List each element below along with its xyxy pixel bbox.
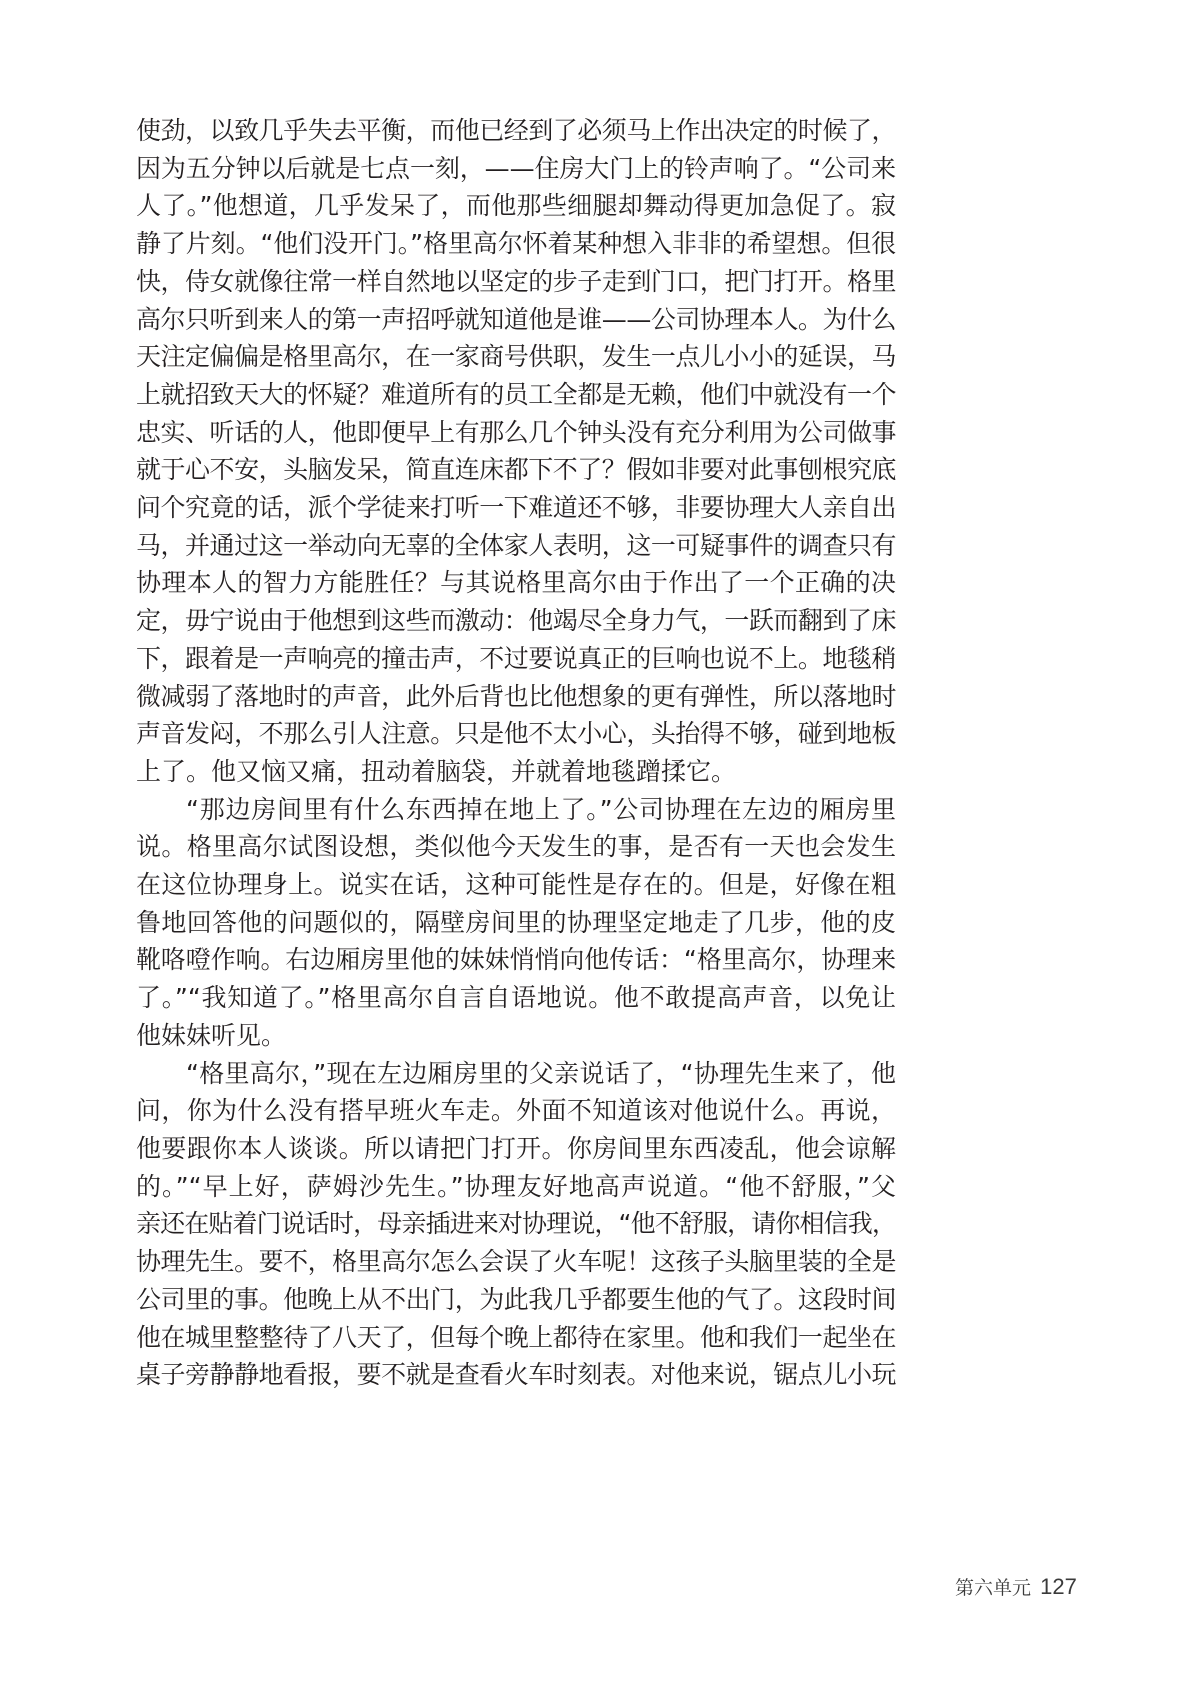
text-line: “那边房间里有什么东西掉在地上了。”公司协理在左边的厢房里 bbox=[186, 794, 896, 824]
text-line: 声音发闷，不那么引人注意。只是他不太小心，头抬得不够，碰到地板 bbox=[136, 719, 896, 749]
text-line: 天注定偏偏是格里高尔，在一家商号供职，发生一点儿小小的延误，马 bbox=[136, 342, 896, 372]
text-line: 马，并通过这一举动向无辜的全体家人表明，这一可疑事件的调查只有 bbox=[136, 530, 896, 560]
page-number: 127 bbox=[1040, 1573, 1077, 1599]
text-line: 微减弱了落地时的声音，此外后背也比他想象的更有弹性，所以落地时 bbox=[136, 681, 896, 711]
text-line: 上就招致天大的怀疑？难道所有的员工全都是无赖，他们中就没有一个 bbox=[136, 379, 896, 409]
page-body bbox=[136, 112, 896, 1394]
text-line: 在这位协理身上。说实在话，这种可能性是存在的。但是，好像在粗 bbox=[136, 870, 896, 900]
text-line: 下，跟着是一声响亮的撞击声，不过要说真正的巨响也说不上。地毯稍 bbox=[136, 643, 896, 673]
text-line: 高尔只听到来人的第一声招呼就知道他是谁——公司协理本人。为什么 bbox=[136, 304, 896, 334]
text-line: 忠实、听话的人，他即便早上有那么几个钟头没有充分利用为公司做事 bbox=[136, 417, 896, 447]
text-line: 了。”“我知道了。”格里高尔自言自语地说。他不敢提高声音，以免让 bbox=[136, 983, 896, 1013]
paragraph bbox=[136, 791, 896, 1055]
text-line: 公司里的事。他晚上从不出门，为此我几乎都要生他的气了。这段时间 bbox=[136, 1284, 896, 1314]
text-line: 他在城里整整待了八天了，但每个晚上都待在家里。他和我们一起坐在 bbox=[136, 1322, 896, 1352]
text-line: 就于心不安，头脑发呆，简直连床都下不了？假如非要对此事刨根究底 bbox=[136, 455, 896, 485]
text-line: 的。”“早上好，萨姆沙先生。”协理友好地高声说道。“他不舒服，”父 bbox=[136, 1171, 896, 1201]
paragraph bbox=[136, 1055, 896, 1394]
paragraph bbox=[136, 112, 896, 791]
text-line: 问，你为什么没有搭早班火车走。外面不知道该对他说什么。再说， bbox=[136, 1096, 896, 1126]
text-line: 靴咯噔作响。右边厢房里他的妹妹悄悄向他传话：“格里高尔，协理来 bbox=[136, 945, 896, 975]
text-line: 他要跟你本人谈谈。所以请把门打开。你房间里东西凌乱，他会谅解 bbox=[136, 1133, 896, 1163]
unit-label: 第六单元 bbox=[955, 1577, 1032, 1599]
page-footer bbox=[955, 1573, 1077, 1600]
text-line: 说。格里高尔试图设想，类似他今天发生的事，是否有一天也会发生 bbox=[136, 832, 896, 862]
text-line: 亲还在贴着门说话时，母亲插进来对协理说，“他不舒服，请你相信我， bbox=[136, 1209, 896, 1239]
text-line: 因为五分钟以后就是七点一刻，——住房大门上的铃声响了。“公司来 bbox=[136, 153, 896, 183]
text-line: 快，侍女就像往常一样自然地以坚定的步子走到门口，把门打开。格里 bbox=[136, 266, 896, 296]
text-line: 桌子旁静静地看报，要不就是查看火车时刻表。对他来说，锯点儿小玩 bbox=[136, 1360, 896, 1390]
text-line: 人了。”他想道，几乎发呆了，而他那些细腿却舞动得更加急促了。寂 bbox=[136, 191, 896, 221]
text-line: 问个究竟的话，派个学徒来打听一下难道还不够，非要协理大人亲自出 bbox=[136, 493, 896, 523]
text-line: 鲁地回答他的问题似的，隔壁房间里的协理坚定地走了几步，他的皮 bbox=[136, 907, 896, 937]
text-line: 协理本人的智力方能胜任？与其说格里高尔由于作出了一个正确的决 bbox=[136, 568, 896, 598]
text-line: 定，毋宁说由于他想到这些而激动：他竭尽全身力气，一跃而翻到了床 bbox=[136, 606, 896, 636]
text-line: 使劲，以致几乎失去平衡，而他已经到了必须马上作出决定的时候了， bbox=[136, 116, 896, 145]
text-line: 上了。他又恼又痛，扭动着脑袋，并就着地毯蹭揉它。 bbox=[136, 756, 737, 786]
text-line: 静了片刻。“他们没开门。”格里高尔怀着某种想入非非的希望想。但很 bbox=[136, 229, 896, 259]
text-line: 他妹妹听见。 bbox=[136, 1020, 287, 1050]
text-line: “格里高尔，”现在左边厢房里的父亲说话了，“协理先生来了，他 bbox=[186, 1058, 896, 1088]
text-line: 协理先生。要不，格里高尔怎么会误了火车呢！这孩子头脑里装的全是 bbox=[136, 1247, 896, 1277]
